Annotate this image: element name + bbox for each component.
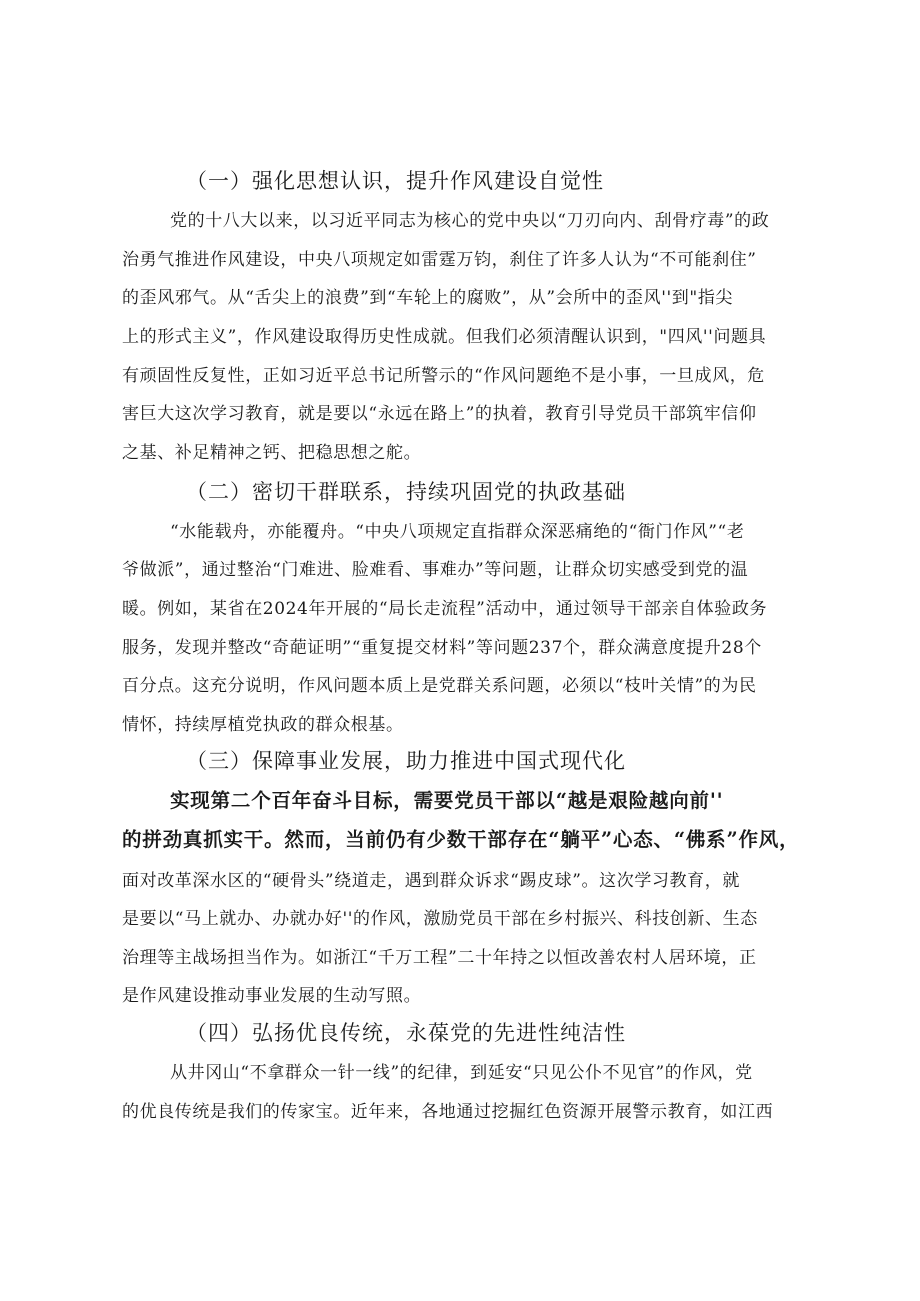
section-2-heading: （二）密切干群联系，持续巩固党的执政基础: [186, 480, 626, 504]
section-1-line-7: 之基、补足精神之钙、把稳思想之舵。: [122, 443, 422, 463]
section-4-line-2: 的优良传统是我们的传家宝。近年来，各地通过挖掘红色资源开展警示教育，如江西: [122, 1102, 774, 1122]
section-2-line-4: 服务，发现并整改“奇葩证明”“重复提交材料”等问题237个，群众满意度提升28个: [122, 638, 762, 658]
section-2-line-2: 爷做派”，通过整治“门难进、脸难看、事难办”等问题，让群众切实感受到党的温: [122, 560, 749, 580]
section-3-line-6: 是作风建设推动事业发展的生动写照。: [122, 986, 422, 1006]
section-3-line-3: 面对改革深水区的“硬骨头”绕道走，遇到群众诉求“踢皮球”。这次学习教育，就: [122, 871, 740, 891]
section-2-line-3: 暖。例如，某省在2024年开展的“局长走流程”活动中，通过领导干部亲自体验政务: [122, 599, 768, 619]
section-4-line-1: 从井冈山“不拿群众一针一线”的纪律，到延安“只见公仆不见官”的作风，党: [170, 1063, 753, 1083]
section-3-line-2: 的拼劲真抓实干。然而，当前仍有少数干部存在“躺平”心态、“佛系”作风，: [122, 828, 800, 851]
section-2-line-6: 情怀，持续厚植党执政的群众根基。: [122, 715, 404, 735]
section-1-heading: （一）强化思想认识，提升作风建设自觉性: [186, 169, 604, 193]
section-1-line-4: 上的形式主义”，作风建设取得历史性成就。但我们必须清醒认识到，"四风''问题具: [122, 327, 767, 347]
section-3-line-5: 治理等主战场担当作为。如浙江“千万工程”二十年持之以恒改善农村人居环境，正: [122, 948, 757, 968]
section-1-line-2: 治勇气推进作风建设，中央八项规定如雷霆万钧，刹住了许多人认为“不可能刹住”: [122, 250, 757, 270]
section-3-line-4: 是要以“马上就办、办就办好''的作风，激励党员干部在乡村振兴、科技创新、生态: [122, 909, 758, 929]
section-1-line-1: 党的十八大以来，以习近平同志为核心的党中央以“刀刃向内、刮骨疗毒”的政: [170, 211, 770, 231]
section-3-line-1: 实现第二个百年奋斗目标，需要党员干部以“越是艰险越向前'': [170, 789, 724, 812]
section-2-line-5: 百分点。这充分说明，作风问题本质上是党群关系问题，必须以“枝叶关情”的为民: [122, 676, 757, 696]
section-2-line-1: “水能载舟，亦能覆舟。“中央八项规定直指群众深恶痛绝的“衙门作风”“老: [170, 522, 745, 542]
section-1-line-6: 害巨大这次学习教育，就是要以“永远在路上”的执着，教育引导党员干部筑牢信仰: [122, 404, 757, 424]
section-1-line-5: 有顽固性反复性，正如习近平总书记所警示的“作风问题绝不是小事，一旦成风，危: [122, 366, 765, 386]
section-3-heading: （三）保障事业发展，助力推进中国式现代化: [186, 749, 626, 773]
section-4-heading: （四）弘扬优良传统，永葆党的先进性纯洁性: [186, 1021, 626, 1045]
section-1-line-3: 的歪风邪气。从“舌尖上的浪费”到“车轮上的腐败”，从”会所中的歪风''到"指尖: [122, 288, 734, 308]
